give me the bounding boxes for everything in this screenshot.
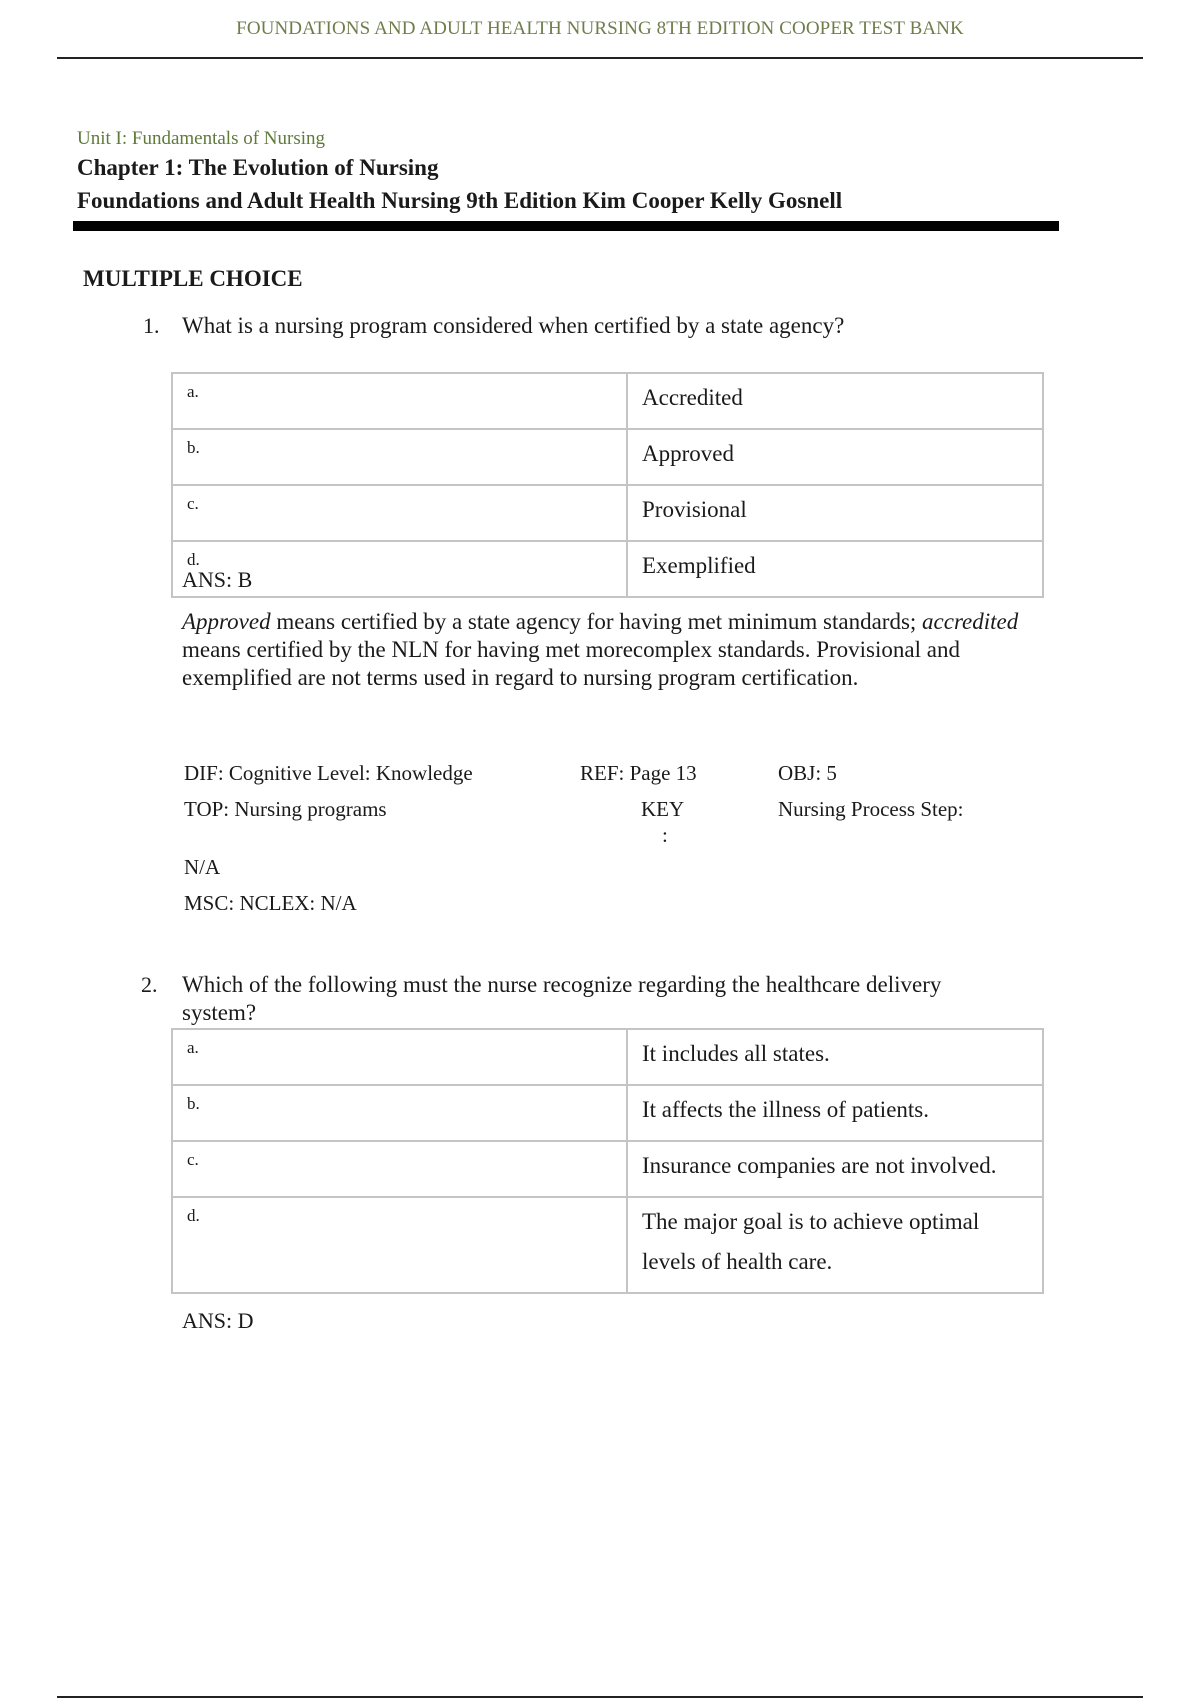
nursing-process-value: N/A [184,855,221,879]
choice-text: The major goal is to achieve optimal levels of health care. [627,1197,1043,1293]
question-1-answer: ANS: B [182,567,253,592]
key-colon: : [662,823,668,847]
question-2-number: 2. [141,972,158,997]
rationale-text: means certified by a state agency for having met minimum standards; [270,609,923,634]
choice-text: It includes all states. [627,1029,1043,1085]
chapter-title: Chapter 1: The Evolution of Nursing [77,155,439,180]
book-title: Foundations and Adult Health Nursing 9th Edition Kim Cooper Kelly Gosnell [77,188,843,213]
rationale-text: means certified by the NLN for having met morecomplex standards. Provisional and exemplified are not terms used in regard to nursing program certification. [182,637,960,690]
choice-row[interactable] [172,1029,1043,1085]
objective-label: OBJ: 5 [778,761,837,785]
choice-row[interactable] [172,1197,1043,1293]
choice-text: It affects the illness of patients. [627,1085,1043,1141]
unit-title: Unit I: Fundamentals of Nursing [77,128,326,149]
nursing-process-label: Nursing Process Step: [778,797,964,821]
choice-text: Approved [627,429,1043,485]
choice-letter: b. [172,1085,627,1141]
choice-row[interactable] [172,485,1043,541]
title-divider [73,221,1059,231]
question-2-answer: ANS: D [182,1308,254,1333]
choice-letter: c. [172,485,627,541]
choice-letter: a. [172,1029,627,1085]
msc-label: MSC: NCLEX: N/A [184,891,357,915]
question-1-number: 1. [143,313,160,338]
difficulty-label: DIF: Cognitive Level: Knowledge [184,761,473,785]
choice-letter: a. [172,373,627,429]
choice-text: Exemplified [627,541,1043,597]
reference-label: REF: Page 13 [580,761,697,785]
header-divider [57,57,1143,59]
choice-row[interactable] [172,373,1043,429]
rationale-term: Approved [182,609,271,634]
choice-letter: c. [172,1141,627,1197]
choice-letter: d. [172,541,627,597]
choice-letter: d. [172,1197,627,1293]
footer-divider [57,1696,1143,1698]
choice-row[interactable] [172,1141,1043,1197]
question-2-text: Which of the following must the nurse recognize regarding the healthcare delivery system? [182,972,942,1025]
choice-letter: b. [172,429,627,485]
section-title: MULTIPLE CHOICE [83,266,303,291]
choice-text: Accredited [627,373,1043,429]
question-1-rationale [182,608,1052,692]
key-label: KEY [641,797,685,821]
question-1-choices [171,372,1044,598]
question-1-text: What is a nursing program considered when certified by a state agency? [182,313,845,338]
running-header: FOUNDATIONS AND ADULT HEALTH NURSING 8TH EDITION COOPER TEST BANK [236,18,964,39]
topic-label: TOP: Nursing programs [184,797,387,821]
rationale-term: accredited [922,609,1019,634]
choice-text: Provisional [627,485,1043,541]
choice-row[interactable] [172,429,1043,485]
choice-text: Insurance companies are not involved. [627,1141,1043,1197]
choice-row[interactable] [172,1085,1043,1141]
question-2-choices [171,1028,1044,1294]
choice-row[interactable] [172,541,1043,597]
